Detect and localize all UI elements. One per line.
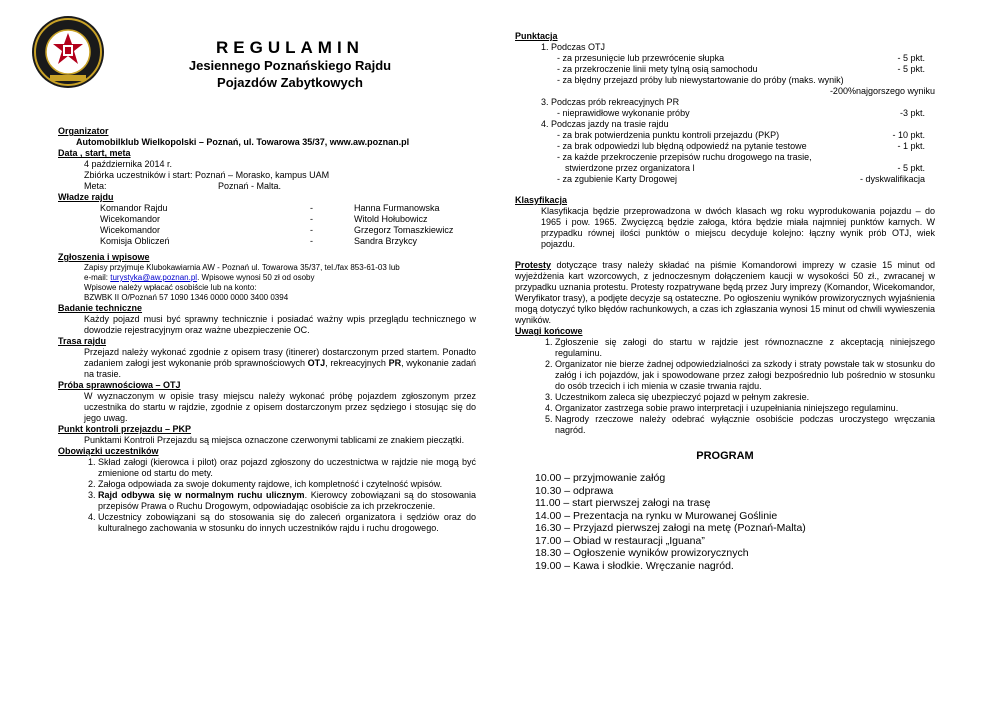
role: Wicekomandor [100,225,161,235]
trasa-text: Przejazd należy wykonać zgodnie z opisem trasy (itinerer) dostarczonym przed startem. Ponadto zadaniem załogi jest wykonanie prób sprawnościowych OTJ, rekreacyjnych PR, wykonanie zadań na trasie. [84,347,476,379]
score-row: - nieprawidłowe wykonanie próby -3 pkt. [557,108,925,118]
role: Wicekomandor [100,214,161,224]
wladze-list [58,203,476,247]
program-item: 16.30 – Przyjazd pierwszej załogi na metę (Poznań-Malta) [535,522,806,534]
wladze-row [58,203,476,214]
document-subtitle-1: Jesiennego Poznańskiego Rajdu [188,58,392,73]
list-item: 3. Rajd odbywa się w normalnym ruchu ulicznym. Kierowcy zobowiązani są do stosowania przepisów Prawa o Ruchu Drogowym, odpowiadając osobiście za ich przekroczenie. [98,490,476,512]
punktacja-heading: Punktacja [515,31,558,41]
program-list [535,472,935,572]
document-subtitle-2: Pojazdów Zabytkowych [217,75,363,90]
proba-heading: Próba sprawnościowa – OTJ [58,380,181,390]
program-item: 19.00 – Kawa i słodkie. Wręczanie nagród. [535,559,734,572]
program-item: 10.00 – przyjmowanie załóg [535,472,666,484]
meta-label: Meta: [84,181,107,191]
score-row: - za brak odpowiedzi lub błędną odpowiedź na pytanie testowe - 1 pkt. [557,141,925,151]
meta-value: Poznań - Malta. [218,181,282,191]
score-row: - za przesunięcie lub przewrócenie słupka - 5 pkt. [557,53,925,63]
program-item: 11.00 – start pierwszej załogi na trasę [535,497,711,509]
document-title: REGULAMIN [216,38,364,57]
person-name: Grzegorz Tomaszkiewicz [354,225,454,235]
role: Komandor Rajdu [100,203,168,213]
wladze-row [58,214,476,225]
program-item: 17.00 – Obiad w restauracji „Iguana” [535,534,705,547]
person-name: Witold Hołubowicz [354,214,428,224]
score-row: - za zgubienie Karty Drogowej - dyskwalifikacja [557,174,925,184]
list-item: 3. Uczestnikom zaleca się ubezpieczyć pojazd w pełnym zakresie. [555,392,935,403]
protesty-text: Protesty dotyczące trasy należy składać na piśmie Komandorowi imprezy w czasie 15 minut od wyjeżdżenia kart wzorcowych, z jednoczesnym dołączeniem kaucji w wysokości 50 zł., zwracanej w przypadku uznania protestu. Protesty rozpatrywane będą przez Jury imprezy (Komandor, Wicekomandor, Weryfikator trasy), a podjęte decyzje są ostateczne. Po ogłoszeniu wyników prowizorycznych wyjaśnienia mogą dotyczyć tylko błędów rachunkowych, a czas ich zgłaszania wynosi 15 minut od chwili wywieszenia wyników. [515,260,935,325]
obowiazki-list [58,457,476,534]
score-row: - za brak potwierdzenia punktu kontroli przejazdu (PKP) - 10 pkt. [557,130,925,140]
left-column [58,126,476,534]
wladze-heading: Władze rajdu [58,192,114,202]
list-item: 2. Załoga odpowiada za swoje dokumenty rajdowe, ich kompletność i czytelność wpisów. [98,479,476,490]
meta-line [84,181,476,192]
score-row: stwierdzone przez organizatora l - 5 pkt. [565,163,925,173]
score-row: - za przekroczenie linii mety tylną osią samochodu - 5 pkt. [557,64,925,74]
trasa-heading: Trasa rajdu [58,336,107,346]
dash: - [310,236,313,246]
event-date: 4 października 2014 r. [84,159,173,169]
automobilklub-emblem-icon [30,14,106,90]
list-item: 5. Nagrody rzeczowe należy odebrać wyłącznie osobiście podczas uroczystego wręczania nagród. [555,414,935,436]
list-item: 2. Organizator nie bierze żadnej odpowiedzialności za szkody i straty powstałe tak w stosunku do załóg i ich pojazdów, jak i spowodowane przez załogi bezpośrednio lub pośrednio w stosunku do osób trzecich i ich mienia w czasie trwania rajdu. [555,359,935,392]
uwagi-list [515,337,935,436]
list-item: 1. Skład załogi (kierowca i pilot) oraz pojazd zgłoszony do uczestnictwa w rajdzie nie mogą być zmienione od startu do mety. [98,457,476,479]
obowiazki-heading: Obowiązki uczestników [58,446,159,456]
dash: - [310,203,313,213]
score-extra: -200%najgorszego wyniku [829,86,935,96]
klasyfikacja-heading: Klasyfikacja [515,195,568,205]
badanie-text: Każdy pojazd musi być sprawny technicznie i posiadać ważny wpis przeglądu technicznego w dowodzie rejestracyjnym oraz ważne ubezpieczenie OC. [84,314,476,335]
punktacja-sec1-items [557,53,935,97]
pkp-text: Punktami Kontroli Przejazdu są miejsca oznaczone czerwonymi tablicami ze znakiem pieczątki. [84,435,465,445]
program-item: 14.00 – Prezentacja na rynku w Murowanej Goślinie [535,509,778,522]
uwagi-heading: Uwagi końcowe [515,326,583,336]
right-column [515,31,935,572]
punktacja-sec3: 3. Podczas prób rekreacyjnych PR [541,97,680,107]
score-row: - za błędny przejazd próby lub niewystartowanie do próby (maks. wynik) [557,75,844,85]
bank-account: BZWBK II O/Poznań 57 1090 1346 0000 0000 3400 0394 [84,293,289,302]
person-name: Hanna Furmanowska [354,203,440,213]
zgloszenia-email-line: e-mail: turystyka@aw.poznan.pl. Wpisowe wynosi 50 zł od osoby [84,273,315,282]
organizator-heading: Organizator [58,126,109,136]
data-heading: Data , start, meta [58,148,131,158]
list-item: 4. Uczestnicy zobowiązani są do stosowania się do zaleceń organizatora i sędziów oraz do kulturalnego zachowania w stosunku do innych uczestników rajdu i ruchu drogowego. [98,512,476,534]
role: Komisja Obliczeń [100,236,170,246]
program-heading: PROGRAM [696,450,754,462]
email-link[interactable]: turystyka@aw.poznan.pl [110,273,198,282]
dash: - [310,214,313,224]
punktacja-sec4-items [557,130,925,185]
dash: - [310,225,313,235]
zgloszenia-line1: Zapisy przyjmuje Klubokawiarnia AW - Poznań ul. Towarowa 35/37, tel./fax 853-61-03 lub [84,263,400,272]
klasyfikacja-text: Klasyfikacja będzie przeprowadzona w dwóch klasach wg roku wyprodukowania pojazdu – do 1965 i pow. 1965. Zwycięzcą będzie załoga, która będzie miała najmniej punktów karnych. W przypadku równej ilości punktów o miejscu decyduje kolejno: łączny wynik prób OTJ, wiek pojazdu. [541,206,935,249]
zgloszenia-heading: Zgłoszenia i wpisowe [58,252,150,262]
start-line: Zbiórka uczestników i start: Poznań – Morasko, kampus UAM [84,170,330,180]
list-item: 1. Zgłoszenie się załogi do startu w rajdzie jest równoznaczne z akceptacją niniejszego regulaminu. [555,337,935,359]
punktacja-sec1: 1. Podczas OTJ [541,42,606,52]
proba-text: W wyznaczonym w opisie trasy miejscu należy wykonać próbę pojazdem zgłoszonym przez uczestnika do startu w rajdzie, zgodnie z opisem dostarczonym przez sędziego i stosując się do jego uwag. [84,391,476,423]
zgloszenia-line3: Wpisowe należy wpłacać osobiście lub na konto: [84,283,257,292]
protesty-heading: Protesty [515,260,552,270]
organizator-text: Automobilklub Wielkopolski – Poznań, ul. Towarowa 35/37, www.aw.poznan.pl [76,137,410,147]
pkp-heading: Punkt kontroli przejazdu – PKP [58,424,192,434]
wladze-row [58,236,476,247]
punktacja-sec3-items [557,108,925,119]
person-name: Sandra Brzykcy [354,236,418,246]
score-row: - za każde przekroczenie przepisów ruchu drogowego na trasie, [557,152,812,162]
punktacja-sec4: 4. Podczas jazdy na trasie rajdu [541,119,669,129]
badanie-heading: Badanie techniczne [58,303,143,313]
wladze-row [58,225,476,236]
list-item: 4. Organizator zastrzega sobie prawo interpretacji i uzupełniania niniejszego regulaminu. [555,403,935,414]
program-item: 10.30 – odprawa [535,484,614,497]
program-item: 18.30 – Ogłoszenie wyników prowizorycznych [535,547,749,559]
